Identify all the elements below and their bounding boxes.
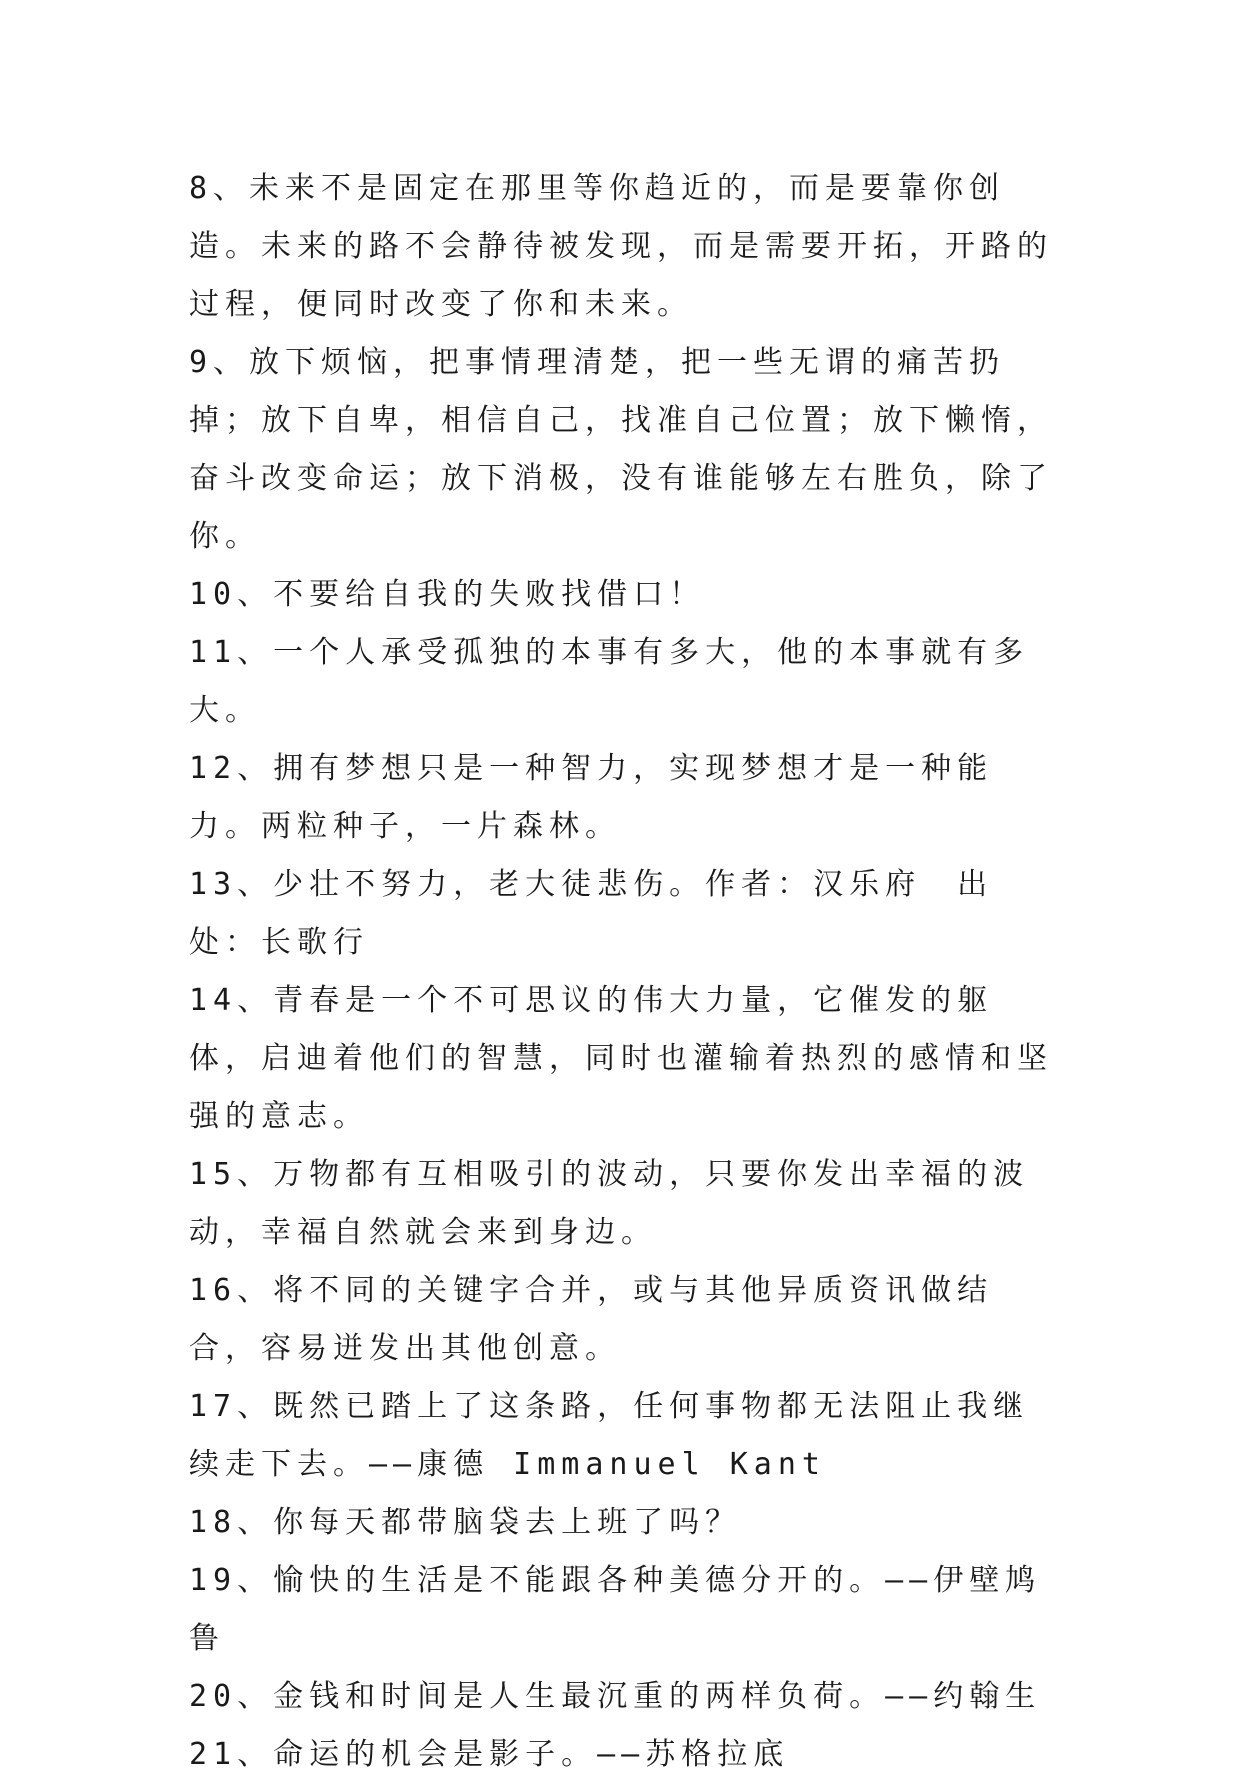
quote-14: 14、青春是一个不可思议的伟大力量，它催发的躯体，启迪着他们的智慧，同时也灌输着热烈的感情和坚强的意志。 [189, 983, 1053, 1134]
quote-16: 16、将不同的关键字合并，或与其他异质资讯做结合，容易迸发出其他创意。 [189, 1273, 994, 1366]
quote-9: 9、放下烦恼，把事情理清楚，把一些无谓的痛苦扔掉；放下自卑，相信自己，找准自己位置；放下懒惰，奋斗改变命运；放下消极，没有谁能够左右胜负，除了你。 [189, 345, 1053, 554]
quote-21: 21、命运的机会是影子。——苏格拉底 [189, 1737, 790, 1772]
quote-list [189, 160, 1054, 1784]
quote-11: 11、一个人承受孤独的本事有多大，他的本事就有多大。 [189, 635, 1030, 728]
quote-20: 20、金钱和时间是人生最沉重的两样负荷。——约翰生 [189, 1679, 1042, 1714]
quote-17: 17、既然已踏上了这条路，任何事物都无法阻止我继续走下去。——康德 Immanuel Kant [189, 1389, 1030, 1482]
quote-8: 8、未来不是固定在那里等你趋近的，而是要靠你创造。未来的路不会静待被发现，而是需要开拓，开路的过程，便同时改变了你和未来。 [189, 171, 1053, 322]
quote-15: 15、万物都有互相吸引的波动，只要你发出幸福的波动，幸福自然就会来到身边。 [189, 1157, 1030, 1250]
quote-18: 18、你每天都带脑袋去上班了吗？ [189, 1505, 742, 1540]
quote-19: 19、愉快的生活是不能跟各种美德分开的。——伊壁鸠鲁 [189, 1563, 1042, 1656]
quote-10: 10、不要给自我的失败找借口！ [189, 577, 706, 612]
quote-12: 12、拥有梦想只是一种智力，实现梦想才是一种能力。两粒种子，一片森林。 [189, 751, 994, 844]
quote-13: 13、少壮不努力，老大徒悲伤。作者：汉乐府 出处：长歌行 [189, 867, 994, 960]
